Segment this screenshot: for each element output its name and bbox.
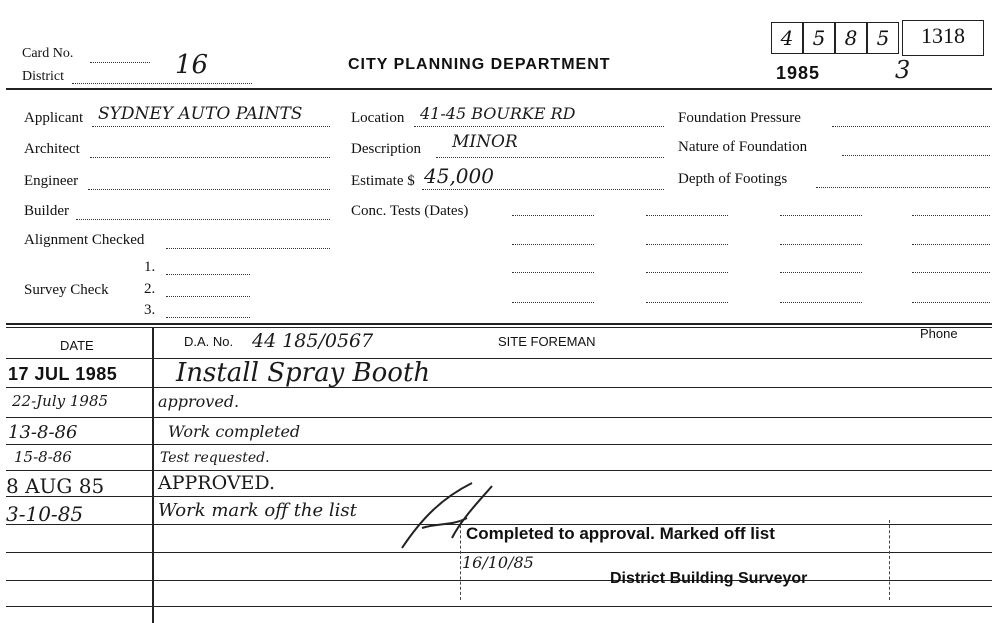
log-entry-date: 22-July 1985 — [12, 392, 109, 410]
builder-line — [76, 219, 330, 220]
box-digit-2: 5 — [803, 22, 835, 54]
box-number: 1318 — [902, 20, 984, 56]
foundation-pressure-label: Foundation Pressure — [678, 110, 801, 126]
applicant-value: SYDNEY AUTO PAINTS — [98, 104, 303, 124]
conc-test-line — [512, 215, 594, 216]
estimate-value: 45,000 — [424, 164, 494, 188]
applicant-label: Applicant — [24, 110, 84, 126]
log-rule — [6, 606, 992, 607]
log-entry-text: approved. — [158, 392, 240, 411]
location-label: Location — [351, 110, 405, 126]
log-entry-date: 13-8-86 — [8, 422, 78, 443]
log-entry-date: 15-8-86 — [14, 448, 72, 466]
log-entry-text: Work mark off the list — [158, 500, 357, 521]
conc-test-line — [512, 244, 594, 245]
log-rule — [6, 470, 992, 471]
district-label: District — [22, 69, 64, 84]
log-column-divider — [152, 328, 154, 623]
alignment-line — [166, 248, 330, 249]
log-entry-text: APPROVED. — [158, 472, 276, 494]
header-divider — [6, 88, 992, 90]
conc-test-line — [646, 272, 728, 273]
log-entry-text: Test requested. — [160, 450, 270, 466]
builder-label: Builder — [24, 203, 69, 219]
log-entry-date: 3-10-85 — [6, 502, 84, 526]
survey-item-1: 1. — [144, 259, 156, 275]
log-top-border-2 — [6, 327, 992, 328]
log-rule — [6, 387, 992, 388]
stamp-initials: 16/10/85 — [462, 553, 534, 572]
card-no-line — [90, 62, 150, 63]
department-title: CITY PLANNING DEPARTMENT — [348, 56, 611, 73]
survey-item-3: 3. — [144, 302, 156, 318]
stamp-surveyor-text: District Building Surveyor — [610, 570, 808, 587]
estimate-line — [422, 189, 664, 190]
conc-test-line — [780, 244, 862, 245]
box-digit-3: 8 — [835, 22, 867, 54]
survey-item-2: 2. — [144, 281, 156, 297]
survey-check-label: Survey Check — [24, 282, 109, 298]
conc-test-line — [780, 272, 862, 273]
log-entry-text: Install Spray Booth — [176, 358, 431, 388]
district-line — [72, 83, 252, 84]
nature-foundation-label: Nature of Foundation — [678, 139, 808, 155]
conc-tests-label: Conc. Tests (Dates) — [351, 203, 469, 219]
survey-line-3 — [166, 317, 250, 318]
conc-test-line — [512, 272, 594, 273]
stamp-completed-text: Completed to approval. Marked off list — [466, 524, 775, 543]
location-line — [414, 126, 664, 127]
year-suffix: 3 — [895, 56, 911, 84]
conc-test-line — [912, 272, 990, 273]
depth-footings-label: Depth of Footings — [678, 171, 788, 187]
log-da-label: D.A. No. — [184, 334, 234, 349]
architect-label: Architect — [24, 141, 80, 157]
card-no-label: Card No. — [22, 46, 74, 61]
year: 1985 — [776, 63, 821, 83]
location-value: 41-45 BOURKE RD — [420, 104, 576, 123]
depth-footings-line — [816, 187, 990, 188]
box-digit-1: 4 — [771, 22, 803, 54]
log-foreman-header: SITE FOREMAN — [498, 334, 596, 349]
conc-test-line — [512, 302, 594, 303]
conc-test-line — [780, 302, 862, 303]
survey-line-2 — [166, 296, 250, 297]
log-phone-header: Phone — [920, 326, 958, 341]
log-rule — [6, 417, 992, 418]
engineer-line — [88, 189, 330, 190]
foundation-pressure-line — [832, 126, 990, 127]
box-digit-4: 5 — [867, 22, 899, 54]
architect-line — [90, 157, 330, 158]
log-rule — [6, 444, 992, 445]
log-entry-text: Work completed — [168, 422, 301, 441]
estimate-label: Estimate $ — [351, 173, 415, 189]
log-da-value: 44 185/0567 — [252, 330, 374, 352]
conc-test-line — [646, 215, 728, 216]
conc-test-line — [646, 302, 728, 303]
engineer-label: Engineer — [24, 173, 79, 189]
log-date-header: DATE — [60, 338, 94, 353]
conc-test-line — [646, 244, 728, 245]
description-value: MINOR — [452, 132, 518, 152]
log-entry-date: 8 AUG 85 — [6, 474, 105, 498]
conc-test-line — [912, 244, 990, 245]
log-top-border — [6, 323, 992, 325]
log-rule — [6, 358, 992, 359]
conc-test-line — [912, 302, 990, 303]
survey-line-1 — [166, 274, 250, 275]
applicant-line — [92, 126, 330, 127]
card-no-value: 16 — [175, 50, 209, 80]
nature-foundation-line — [842, 155, 990, 156]
alignment-label: Alignment Checked — [24, 232, 145, 248]
conc-test-line — [912, 215, 990, 216]
description-label: Description — [351, 141, 421, 157]
conc-test-line — [780, 215, 862, 216]
description-line — [436, 157, 664, 158]
log-entry-date: 17 JUL 1985 — [8, 364, 118, 384]
